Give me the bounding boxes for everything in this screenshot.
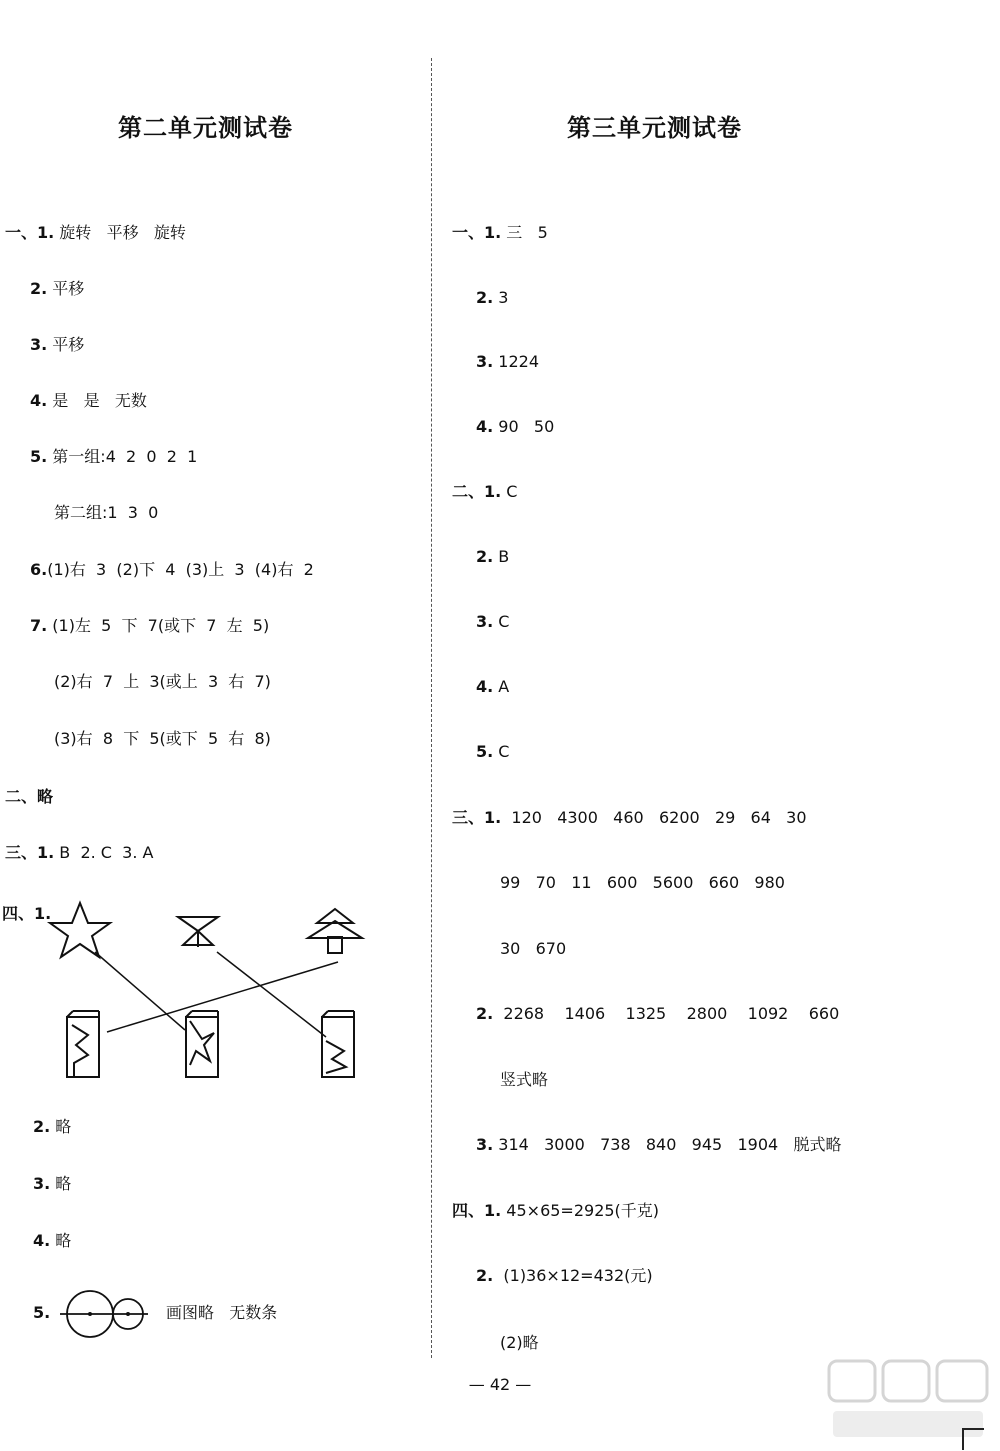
left-line-2 [30, 279, 84, 299]
line-label: 5. [33, 1303, 51, 1322]
right-line-10 [452, 808, 807, 828]
corner-mark [962, 1428, 984, 1450]
match-line-star [95, 952, 185, 1030]
left-line-8 [30, 616, 269, 636]
matching-figure [40, 895, 380, 1085]
page-number: — 42 — [468, 1375, 532, 1394]
line-text: (1)左 5 下 7(或下 7 左 5) [47, 616, 270, 635]
left-line-1 [5, 223, 186, 243]
left-line-11 [5, 787, 53, 807]
column-divider [431, 58, 432, 1358]
line-text: (3)右 8 下 5(或下 5 右 8) [54, 729, 271, 748]
left-line-10 [54, 729, 271, 749]
line-text: 3 [493, 288, 509, 307]
right-line-6 [476, 547, 509, 567]
line-label: 5. [30, 447, 48, 466]
line-label: 一、1. [5, 223, 55, 242]
line-text: 旋转 平移 旋转 [54, 223, 186, 242]
line-label: 4. [33, 1231, 51, 1250]
line-text: 竖式略 [500, 1070, 549, 1089]
line-label: 四、1. [2, 904, 52, 923]
left-line-6 [54, 503, 158, 523]
line-label: 一、1. [452, 223, 502, 242]
right-line-15 [476, 1135, 841, 1155]
line-text: 第二组:1 3 0 [54, 503, 159, 522]
line-label: 3. [30, 335, 48, 354]
line-label: 5. [476, 742, 494, 761]
right-line-11 [500, 873, 785, 893]
match-line-hourglass [217, 952, 326, 1037]
left-line-3 [30, 335, 84, 355]
hourglass-tree-icon [178, 917, 218, 947]
line-text: 平移 [47, 279, 85, 298]
line-text: B 2. C 3. A [54, 843, 154, 862]
right-line-12 [500, 939, 566, 959]
left-line-7 [30, 560, 314, 580]
line-text: C [493, 612, 510, 631]
left-line-15 [33, 1174, 71, 1194]
line-text: 略 [50, 1174, 72, 1193]
line-label: 4. [476, 417, 494, 436]
pine-tree-icon [308, 909, 362, 953]
line-text: 30 670 [500, 939, 567, 958]
right-line-4 [476, 417, 554, 437]
line-text: 2268 1406 1325 2800 1092 660 [493, 1004, 840, 1023]
right-line-5 [452, 482, 517, 502]
line-label: 4. [476, 677, 494, 696]
line-text: 第一组:4 2 0 2 1 [47, 447, 198, 466]
left-line-14 [33, 1117, 71, 1137]
right-line-18 [500, 1333, 539, 1353]
match-line-tree [107, 962, 338, 1032]
line-text: (2)略 [500, 1333, 539, 1352]
line-label: 2. [33, 1117, 51, 1136]
line-label: 三、1. [452, 808, 502, 827]
line-label: 三、1. [5, 843, 55, 862]
right-line-9 [476, 742, 509, 762]
left-line-16 [33, 1231, 71, 1251]
right-line-16 [452, 1201, 659, 1221]
line-label: 3. [476, 1135, 494, 1154]
left-line-17 [33, 1303, 50, 1323]
line-label: 2. [476, 1266, 494, 1285]
right-title: 第三单元测试卷 [567, 114, 742, 142]
line-text: 45×65=2925(千克) [501, 1201, 660, 1220]
left-line-4 [30, 391, 147, 411]
left-line-5 [30, 447, 197, 467]
line-label: 7. [30, 616, 48, 635]
line-label: 二、略 [5, 787, 54, 806]
right-line-8 [476, 677, 509, 697]
right-line-14 [500, 1070, 548, 1090]
right-line-7 [476, 612, 509, 632]
left-line-9 [54, 672, 271, 692]
right-line-13 [476, 1004, 839, 1024]
line-label: 2. [476, 1004, 494, 1023]
line-text: C [501, 482, 518, 501]
folded-paper-2-icon [186, 1011, 218, 1077]
line-label: 2. [30, 279, 48, 298]
line-text: 略 [50, 1117, 72, 1136]
line-text: 120 4300 460 6200 29 64 30 [501, 808, 807, 827]
line-label: 2. [476, 288, 494, 307]
right-line-2 [476, 288, 508, 308]
line-label: 二、1. [452, 482, 502, 501]
line-text: (2)右 7 上 3(或上 3 右 7) [54, 672, 271, 691]
line-text: 略 [50, 1231, 72, 1250]
line-text: 平移 [47, 335, 85, 354]
right-line-3 [476, 352, 539, 372]
left-line-12 [5, 843, 153, 863]
line-label: 6. [30, 560, 48, 579]
line-label: 3. [33, 1174, 51, 1193]
line-text: 314 3000 738 840 945 1904 脱式略 [493, 1135, 842, 1154]
line-label: 4. [30, 391, 48, 410]
line-text: 三 5 [501, 223, 548, 242]
line-text: B [493, 547, 510, 566]
q5-text: 画图略 无数条 [166, 1303, 278, 1322]
line-label: 3. [476, 612, 494, 631]
line-label: 四、1. [452, 1201, 502, 1220]
line-label: 2. [476, 547, 494, 566]
line-text: 99 70 11 600 5600 660 980 [500, 873, 785, 892]
line-text: A [493, 677, 510, 696]
line-text: 1224 [493, 352, 540, 371]
line-text: (1)36×12=432(元) [493, 1266, 653, 1285]
folded-paper-1-icon [67, 1011, 99, 1077]
star-icon [50, 903, 110, 957]
line-text: 是 是 无数 [47, 391, 147, 410]
line-text: C [493, 742, 510, 761]
right-line-17 [476, 1266, 653, 1286]
folded-paper-3-icon [322, 1011, 354, 1077]
left-title: 第二单元测试卷 [118, 114, 293, 142]
line-text: 90 50 [493, 417, 555, 436]
right-line-1 [452, 223, 548, 243]
line-text: (1)右 3 (2)下 4 (3)上 3 (4)右 2 [47, 560, 314, 579]
line-label: 3. [476, 352, 494, 371]
circles-figure [60, 1290, 150, 1340]
